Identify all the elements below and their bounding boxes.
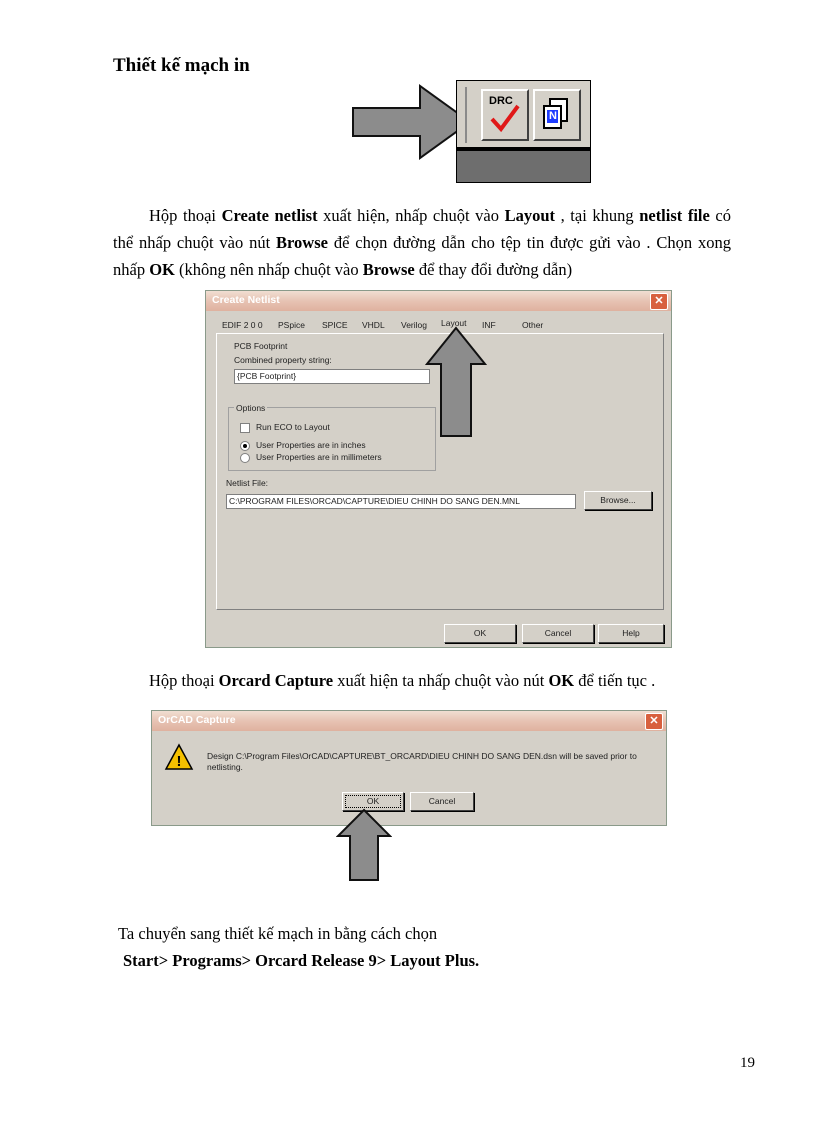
term-browse: Browse [276,233,328,252]
dialog-titlebar [206,291,671,311]
paragraph-create-netlist: Hộp thoại Create netlist xuất hiện, nhấp chuột vào Layout , tại khung netlist file có thể nhấp chuột vào nút Browse để chọn đường dẫn cho tệp tin được gửi vào . Chọn xong nhấp OK (không nên nhấp chuột vào Browse để thay đổi đường dẫn) [113,206,731,279]
cancel-button[interactable]: Cancel [522,624,594,643]
options-group-label: Options [236,403,266,413]
term-ok: OK [149,260,175,279]
browse-button[interactable]: Browse... [584,491,652,510]
inches-label: User Properties are in inches [256,440,366,450]
dialog-titlebar [152,711,666,731]
term-browse-2: Browse [362,260,415,279]
netlist-file-input[interactable]: C:\PROGRAM FILES\ORCAD\CAPTURE\DIEU CHINH DO SANG DEN.MNL [226,494,576,509]
tab-vhdl[interactable]: VHDL [362,320,385,330]
ok-button[interactable]: OK [342,792,404,811]
paragraph-layout-plus [118,920,738,974]
term-layout: Layout [504,206,555,225]
instruction-line: Ta chuyển sang thiết kế mạch in bằng cách chọn [118,924,438,943]
page-number: 19 [740,1055,755,1071]
run-eco-label: Run ECO to Layout [256,422,330,432]
paragraph-orcad-capture: Hộp thoại Orcard Capture xuất hiện ta nhấp chuột vào nút OK để tiến tục . [149,671,656,690]
tab-inf[interactable]: INF [482,320,496,330]
term-create-netlist: Create netlist [221,206,318,225]
menu-path: Start> Programs> Orcard Release 9> Layout Plus. [123,951,480,970]
millimeters-label: User Properties are in millimeters [256,452,382,462]
drc-button[interactable] [481,89,529,141]
combined-property-label: Combined property string: [234,355,332,365]
dialog-title: OrCAD Capture [158,714,236,726]
ok-button[interactable]: OK [444,624,516,643]
term-netlist-file: netlist file [639,206,710,225]
netlist-letter: N [549,110,557,122]
up-arrow-icon [336,808,392,882]
page-title: Thiết kế mạch in [113,55,250,76]
combined-property-input[interactable]: {PCB Footprint} [234,369,430,384]
millimeters-radio[interactable] [240,453,250,463]
term-orcard-capture: Orcard Capture [218,671,334,690]
term-ok-2: OK [548,671,575,690]
netlist-file-label: Netlist File: [226,478,269,488]
tab-layout[interactable]: Layout [441,318,467,328]
help-button[interactable]: Help [598,624,664,643]
pointer-arrow-icon [352,84,472,160]
close-icon[interactable]: ✕ [650,293,668,310]
warning-icon [164,743,194,771]
tab-edif[interactable]: EDIF 2 0 0 [222,320,263,330]
run-eco-checkbox[interactable] [240,423,250,433]
dialog-title: Create Netlist [212,294,280,306]
tab-pspice[interactable]: PSpice [278,320,305,330]
orcad-capture-dialog [151,710,667,826]
check-mark-icon [489,103,521,133]
dialog-message: Design C:\Program Files\OrCAD\CAPTURE\BT_ORCARD\DIEU CHINH DO SANG DEN.dsn will be saved prior to netlisting. [207,751,637,772]
up-arrow-icon [425,326,487,438]
toolbar-screenshot [456,80,591,183]
tab-other[interactable]: Other [522,320,544,330]
close-icon[interactable]: ✕ [645,713,663,730]
inches-radio[interactable] [240,441,250,451]
pcb-footprint-group-label: PCB Footprint [234,341,288,351]
cancel-button[interactable]: Cancel [410,792,474,811]
tab-verilog[interactable]: Verilog [401,320,427,330]
drc-label: DRC [489,95,513,107]
create-netlist-button[interactable] [533,89,581,141]
warning-glyph: ! [176,753,182,770]
tab-spice[interactable]: SPICE [322,320,348,330]
